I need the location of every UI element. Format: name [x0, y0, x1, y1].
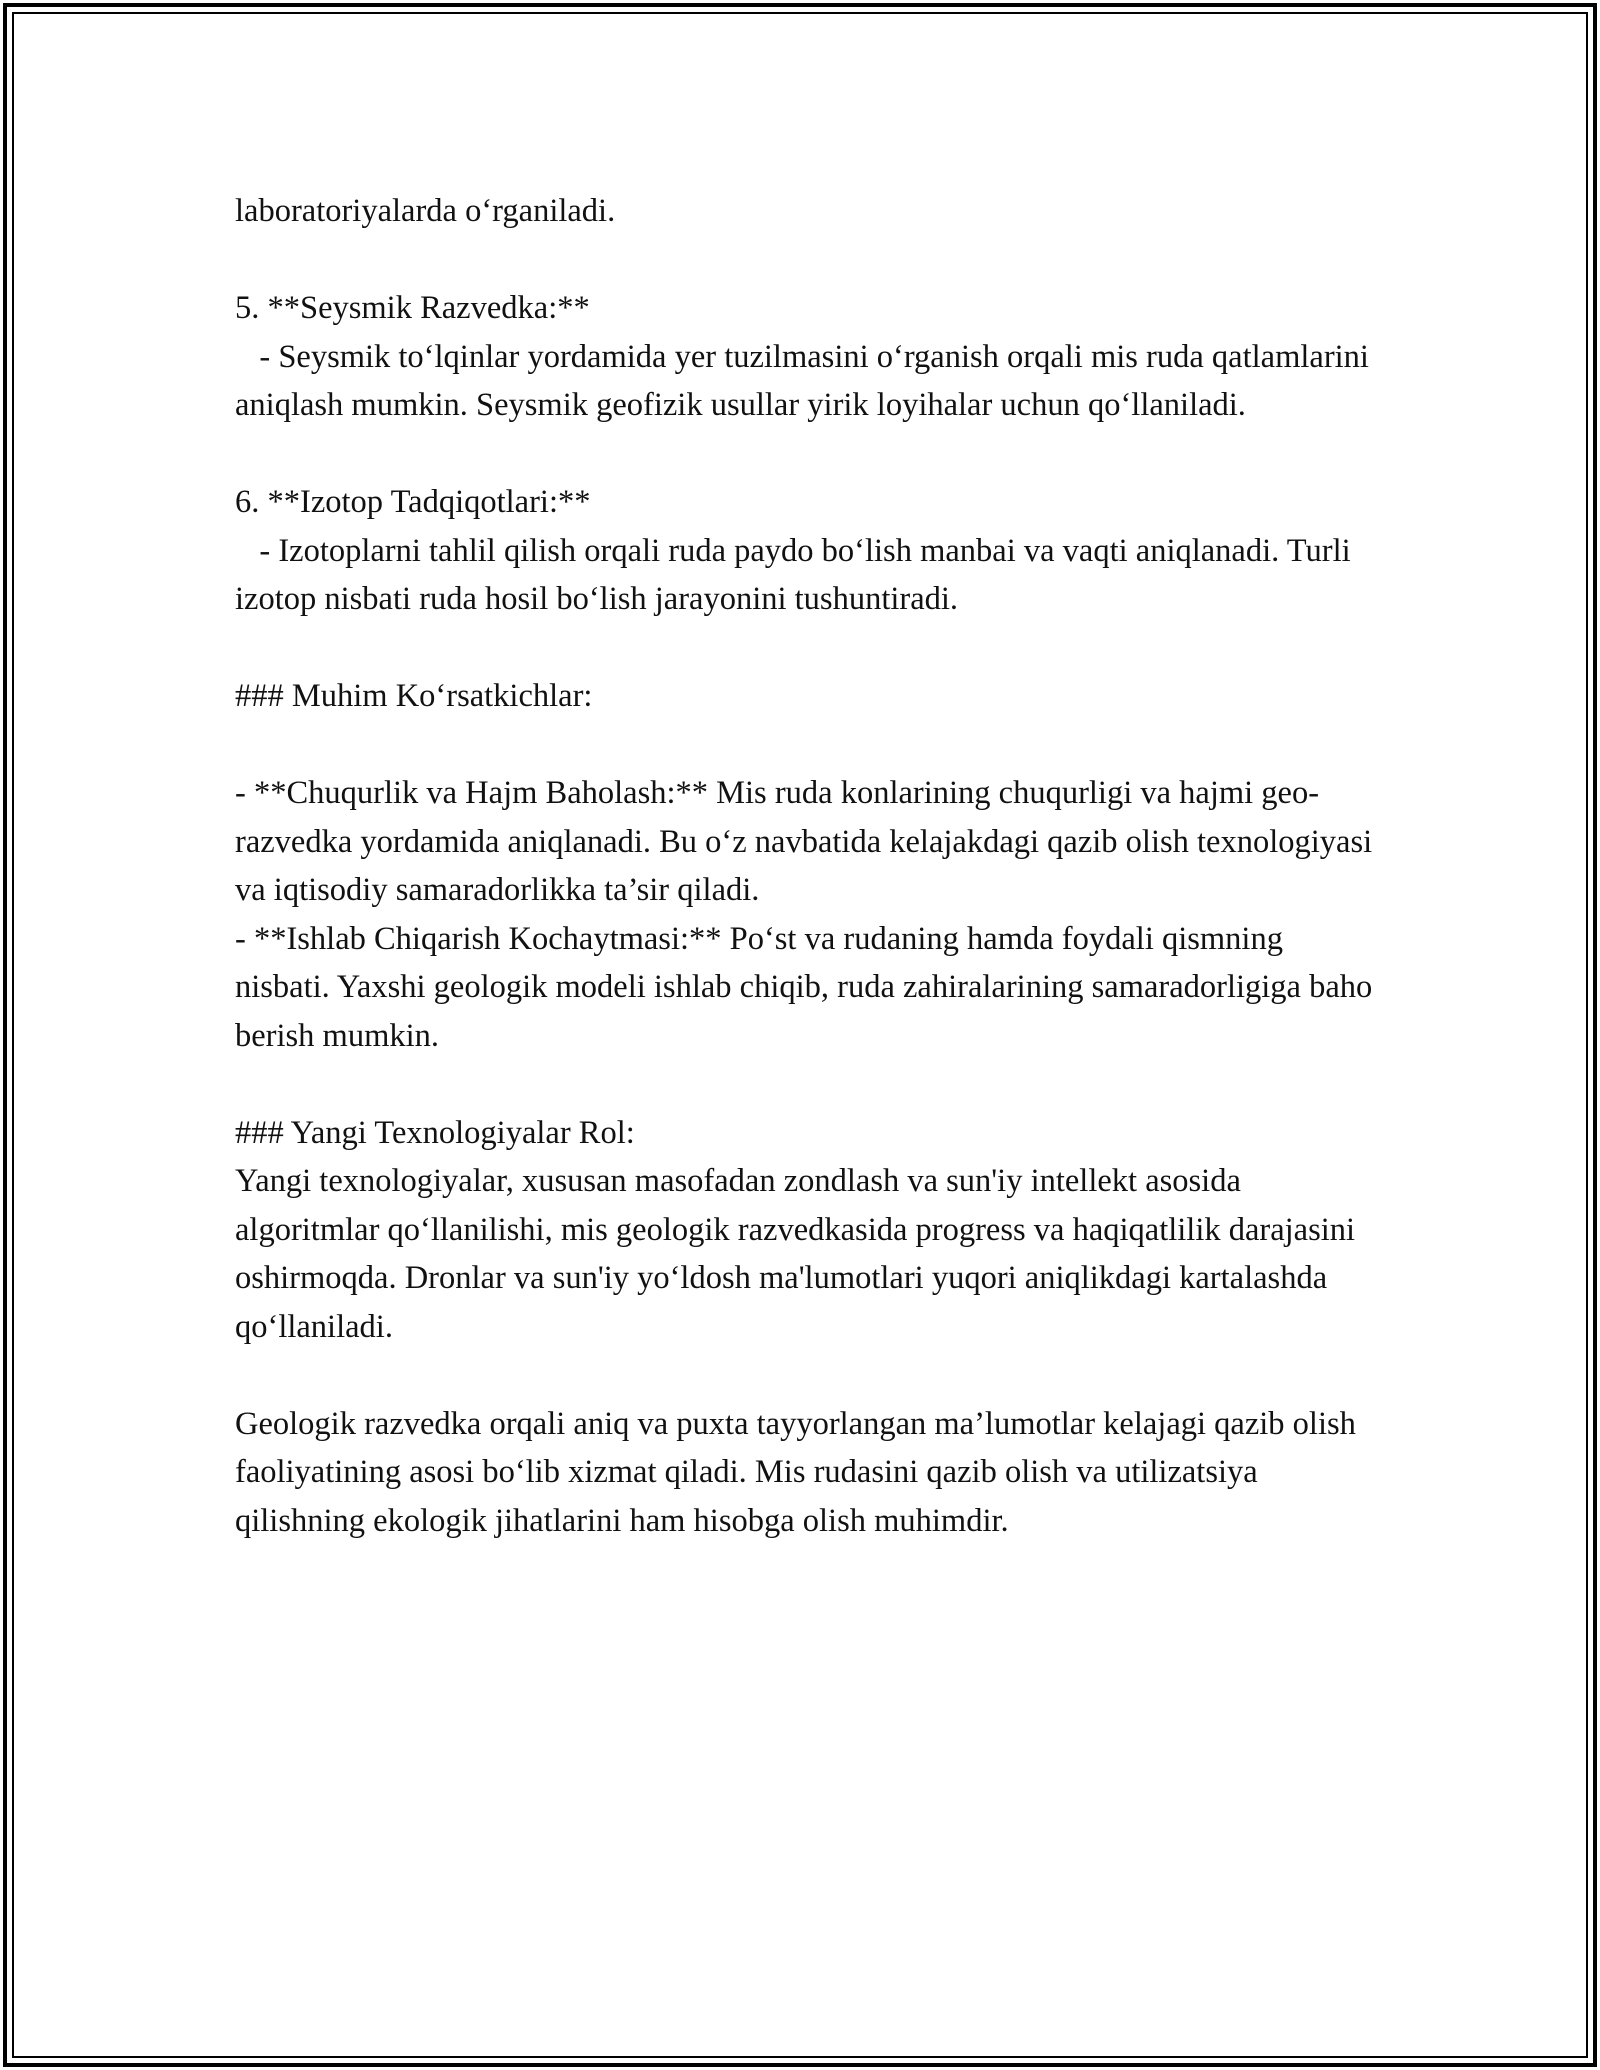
- paragraph-lab-continuation: laboratoriyalarda o‘rganiladi.: [235, 193, 616, 229]
- document-body: [235, 187, 1385, 1545]
- blank-line: [235, 1351, 1385, 1400]
- blank-line: [235, 624, 1385, 673]
- paragraph-seismic: 5. **Seysmik Razvedka:** - Seysmik to‘lqinlar yordamida yer tuzilmasini o‘rganish orqali mis ruda qatlamlarini aniqlash mumkin. Seysmik geofizik usullar yirik loyihalar uchun qo‘llaniladi.: [235, 290, 1369, 423]
- blank-line: [235, 1060, 1385, 1109]
- blank-line: [235, 721, 1385, 770]
- paragraph-conclusion: Geologik razvedka orqali aniq va puxta tayyorlangan ma’lumotlar kelajagi qazib olish faoliyatining asosi bo‘lib xizmat qiladi. Mis rudasini qazib olish va utilizatsiya qilishning ekologik jihatlarini ham hisobga olish muhimdir.: [235, 1405, 1364, 1539]
- paragraph-new-technologies: ### Yangi Texnologiyalar Rol: Yangi texnologiyalar, xususan masofadan zondlash va sun'iy intellekt asosida algoritmlar qo‘llanilishi, mis geologik razvedkasida progress va haqiqatlilik darajasini oshirmoqda. Dronlar va sun'iy yo‘ldosh ma'lumotlari yuqori aniqlikdagi kartalashda qo‘llaniladi.: [235, 1114, 1356, 1345]
- blank-line: [235, 236, 1385, 285]
- heading-key-indicators: ### Muhim Ko‘rsatkichlar:: [235, 678, 593, 714]
- blank-line: [235, 430, 1385, 479]
- paragraph-isotope: 6. **Izotop Tadqiqotlari:** - Izotoplarni tahlil qilish orqali ruda paydo bo‘lish manbai va vaqti aniqlanadi. Turli izotop nisbati ruda hosil bo‘lish jarayonini tushuntiradi.: [235, 484, 1351, 617]
- paragraph-indicators-list: - **Chuqurlik va Hajm Baholash:** Mis ruda konlarining chuqurligi va hajmi geo-razvedka yordamida aniqlanadi. Bu o‘z navbatida kelajakdagi qazib olish texnologiyasi va iqtisodiy samaradorlikka ta’sir qiladi. - **Ishlab Chiqarish Kochaytmasi:** Po‘st va rudaning hamda foydali qismning nisbati. Yaxshi geologik modeli ishlab chiqib, ruda zahiralarining samaradorligiga baho berish mumkin.: [235, 775, 1373, 1054]
